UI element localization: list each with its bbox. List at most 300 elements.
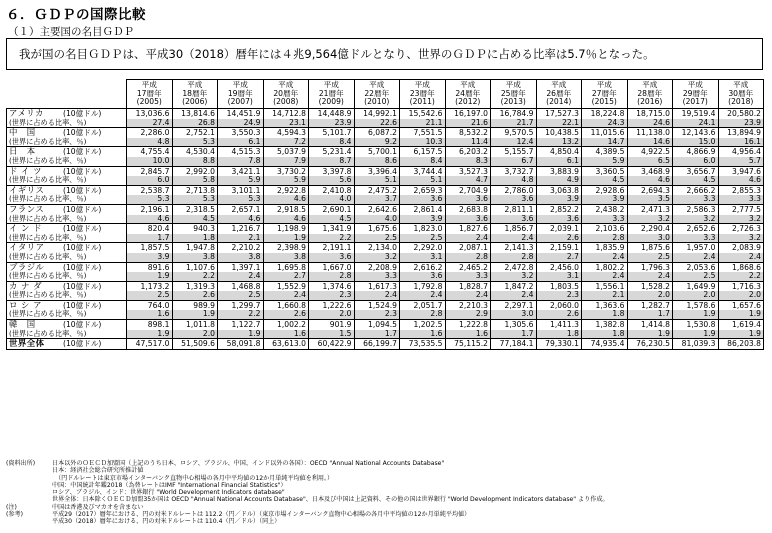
country-name: アメリカ bbox=[9, 108, 44, 118]
gdp-value-cell: 2,642.6 bbox=[354, 204, 400, 214]
year-header-yr: 19暦年 bbox=[227, 88, 253, 98]
country-name: ロ シ ア bbox=[9, 299, 42, 310]
share-value-cell: 3.9 bbox=[400, 215, 446, 224]
gdp-value-cell: 1,556.1 bbox=[582, 281, 628, 291]
year-header-yr: 21暦年 bbox=[318, 88, 344, 98]
share-value-cell: 2.5 bbox=[400, 234, 446, 243]
gdp-value-cell: 1,716.3 bbox=[718, 281, 764, 291]
share-value-cell: 3.3 bbox=[354, 272, 400, 281]
year-header-yr: 24暦年 bbox=[455, 88, 481, 98]
share-value-cell: 3.1 bbox=[536, 272, 582, 281]
note-text: 世界全体：日本除くＯＥＣＤ加盟35か国は OECD "Annual National Accounts Database"、日本及び中国は上記資料、その他の国は世界銀行 "World Development Indicators database" より作成。 bbox=[52, 496, 609, 504]
gdp-value-cell: 3,656.7 bbox=[673, 166, 719, 176]
note-label: (注) bbox=[6, 503, 17, 511]
share-value-cell: 3.6 bbox=[536, 215, 582, 224]
gdp-value-cell: 1,530.8 bbox=[673, 320, 719, 330]
gdp-value-cell: 51,509.6 bbox=[172, 339, 218, 350]
share-value-cell: 1.6 bbox=[445, 330, 491, 339]
year-header-ad: (2011) bbox=[409, 97, 435, 107]
unit-label: (10億ドル) bbox=[63, 147, 102, 157]
gdp-value-cell: 2,141.3 bbox=[491, 243, 537, 253]
share-value-cell: 1.8 bbox=[582, 330, 628, 339]
share-label: (世界に占める比率、％) bbox=[7, 253, 127, 262]
share-value-cell: 2.3 bbox=[536, 291, 582, 300]
year-header-ad: (2010) bbox=[364, 97, 390, 107]
table-row bbox=[7, 291, 764, 300]
gdp-value-cell: 5,101.7 bbox=[309, 128, 355, 138]
note-label: (参考) bbox=[6, 511, 23, 519]
share-value-cell: 1.6 bbox=[400, 330, 446, 339]
gdp-value-cell: 901.9 bbox=[309, 320, 355, 330]
gdp-value-cell: 3,744.4 bbox=[400, 166, 446, 176]
share-value-cell: 4.0 bbox=[354, 215, 400, 224]
gdp-value-cell: 15,542.6 bbox=[400, 109, 446, 119]
gdp-value-cell: 1,868.6 bbox=[718, 262, 764, 272]
gdp-value-cell: 14,448.9 bbox=[309, 109, 355, 119]
gdp-value-cell: 1,552.9 bbox=[263, 281, 309, 291]
share-value-cell: 22.1 bbox=[536, 119, 582, 128]
share-value-cell: 2.4 bbox=[627, 272, 673, 281]
gdp-value-cell: 1,856.7 bbox=[491, 224, 537, 234]
share-value-cell: 24.6 bbox=[627, 119, 673, 128]
gdp-value-cell: 13,894.9 bbox=[718, 128, 764, 138]
share-value-cell: 8.4 bbox=[309, 138, 355, 147]
note-label bbox=[6, 489, 52, 496]
table-row bbox=[7, 272, 764, 281]
gdp-value-cell: 2,196.1 bbox=[127, 204, 173, 214]
gdp-value-cell: 1,397.1 bbox=[218, 262, 264, 272]
gdp-value-cell: 77,184.1 bbox=[491, 339, 537, 350]
share-value-cell: 1.9 bbox=[263, 234, 309, 243]
share-value-cell: 1.9 bbox=[218, 330, 264, 339]
share-value-cell: 8.6 bbox=[354, 157, 400, 166]
share-value-cell: 6.5 bbox=[627, 157, 673, 166]
share-value-cell: 23.9 bbox=[309, 119, 355, 128]
share-value-cell: 23.1 bbox=[263, 119, 309, 128]
gdp-value-cell: 2,918.5 bbox=[263, 204, 309, 214]
year-header-ad: (2008) bbox=[273, 97, 299, 107]
gdp-value-cell: 14,992.1 bbox=[354, 109, 400, 119]
year-header bbox=[354, 80, 400, 109]
share-value-cell: 6.1 bbox=[218, 138, 264, 147]
share-value-cell: 4.5 bbox=[172, 215, 218, 224]
gdp-value-cell: 2,465.2 bbox=[445, 262, 491, 272]
share-value-cell: 2.0 bbox=[309, 310, 355, 319]
note-text: 平成30（2018）暦年における、円の対米ドルレートは 110.4（円／ドル）（同上） bbox=[52, 518, 281, 526]
share-value-cell: 2.4 bbox=[400, 291, 446, 300]
share-label: (世界に占める比率、％) bbox=[7, 195, 127, 204]
gdp-value-cell: 2,586.3 bbox=[673, 204, 719, 214]
gdp-value-cell: 17,527.3 bbox=[536, 109, 582, 119]
share-value-cell: 3.9 bbox=[536, 195, 582, 204]
unit-label: (10億ドル) bbox=[63, 128, 102, 138]
gdp-value-cell: 1,382.8 bbox=[582, 320, 628, 330]
gdp-value-cell: 66,199.7 bbox=[354, 339, 400, 350]
share-value-cell: 3.8 bbox=[263, 253, 309, 262]
gdp-value-cell: 898.1 bbox=[127, 320, 173, 330]
share-value-cell: 21.6 bbox=[445, 119, 491, 128]
gdp-value-cell: 2,777.5 bbox=[718, 204, 764, 214]
share-value-cell: 5.8 bbox=[172, 176, 218, 185]
share-value-cell: 2.5 bbox=[673, 272, 719, 281]
share-value-cell: 2.4 bbox=[718, 253, 764, 262]
share-value-cell: 1.7 bbox=[127, 234, 173, 243]
year-header-yr: 22暦年 bbox=[364, 88, 390, 98]
gdp-value-cell: 1,617.3 bbox=[354, 281, 400, 291]
gdp-value-cell: 1,202.5 bbox=[400, 320, 446, 330]
table-row bbox=[7, 138, 764, 147]
year-header-ad: (2014) bbox=[546, 97, 572, 107]
gdp-value-cell: 6,157.5 bbox=[400, 147, 446, 157]
country-name: 世界全体 bbox=[9, 338, 45, 349]
year-header bbox=[673, 80, 719, 109]
gdp-value-cell: 2,852.2 bbox=[536, 204, 582, 214]
share-label: (世界に占める比率、％) bbox=[7, 272, 127, 281]
note-text: （円ドルレートは東京市場インターバンク直物中心相場の各月中平均値の12か月単純平均値を利用。） bbox=[52, 474, 334, 482]
gdp-value-cell: 14,451.9 bbox=[218, 109, 264, 119]
share-value-cell: 5.1 bbox=[354, 176, 400, 185]
share-value-cell: 2.2 bbox=[172, 272, 218, 281]
gdp-value-cell: 2,060.0 bbox=[536, 300, 582, 310]
share-value-cell: 3.3 bbox=[673, 234, 719, 243]
notes-section bbox=[6, 460, 766, 526]
share-value-cell: 8.8 bbox=[172, 157, 218, 166]
gdp-value-cell: 2,855.3 bbox=[718, 185, 764, 195]
gdp-value-cell: 11,015.6 bbox=[582, 128, 628, 138]
gdp-value-cell: 1,198.9 bbox=[263, 224, 309, 234]
gdp-value-cell: 2,053.6 bbox=[673, 262, 719, 272]
unit-label: (10億ドル) bbox=[63, 166, 102, 176]
gdp-value-cell: 2,861.4 bbox=[400, 204, 446, 214]
share-value-cell: 6.1 bbox=[536, 157, 582, 166]
gdp-value-cell: 6,203.2 bbox=[445, 147, 491, 157]
gdp-value-cell: 8,532.2 bbox=[445, 128, 491, 138]
share-value-cell: 4.5 bbox=[673, 176, 719, 185]
gdp-value-cell: 2,726.3 bbox=[718, 224, 764, 234]
gdp-value-cell: 58,091.8 bbox=[218, 339, 264, 350]
share-value-cell: 1.9 bbox=[718, 330, 764, 339]
country-name: 中 国 bbox=[9, 127, 36, 138]
gdp-value-cell: 6,087.2 bbox=[354, 128, 400, 138]
share-value-cell: 2.6 bbox=[172, 291, 218, 300]
gdp-value-cell: 2,475.2 bbox=[354, 185, 400, 195]
table-row bbox=[7, 339, 764, 350]
share-value-cell: 1.9 bbox=[127, 330, 173, 339]
year-header-ad: (2012) bbox=[455, 97, 481, 107]
share-value-cell: 4.7 bbox=[445, 176, 491, 185]
share-value-cell: 4.6 bbox=[263, 195, 309, 204]
share-value-cell: 1.9 bbox=[127, 272, 173, 281]
country-name: カ ナ ダ bbox=[9, 280, 42, 291]
country-name: ド イ ツ bbox=[9, 165, 42, 176]
year-header bbox=[491, 80, 537, 109]
gdp-value-cell: 1,282.7 bbox=[627, 300, 673, 310]
share-value-cell: 2.4 bbox=[673, 253, 719, 262]
share-value-cell: 24.1 bbox=[673, 119, 719, 128]
gdp-value-cell: 63,613.0 bbox=[263, 339, 309, 350]
share-value-cell: 2.1 bbox=[218, 234, 264, 243]
year-header-ad: (2006) bbox=[182, 97, 208, 107]
gdp-value-cell: 2,659.3 bbox=[400, 185, 446, 195]
gdp-value-cell: 79,330.1 bbox=[536, 339, 582, 350]
gdp-value-cell: 2,811.1 bbox=[491, 204, 537, 214]
year-header-ad: (2009) bbox=[318, 97, 344, 107]
gdp-value-cell: 1,222.6 bbox=[309, 300, 355, 310]
gdp-value-cell: 4,594.3 bbox=[263, 128, 309, 138]
share-value-cell: 5.3 bbox=[218, 195, 264, 204]
share-value-cell: 2.5 bbox=[218, 291, 264, 300]
gdp-value-cell: 2,704.9 bbox=[445, 185, 491, 195]
share-value-cell: 2.4 bbox=[491, 291, 537, 300]
gdp-value-cell: 86,203.8 bbox=[718, 339, 764, 350]
gdp-value-cell: 2,103.6 bbox=[582, 224, 628, 234]
share-value-cell: 22.6 bbox=[354, 119, 400, 128]
year-header-yr: 26暦年 bbox=[546, 88, 572, 98]
year-header-yr: 28暦年 bbox=[637, 88, 663, 98]
note-text: 中国は香港及びマカオを含まない bbox=[52, 503, 144, 511]
gdp-value-cell: 2,992.0 bbox=[172, 166, 218, 176]
gdp-value-cell: 2,290.4 bbox=[627, 224, 673, 234]
share-value-cell: 3.0 bbox=[491, 310, 537, 319]
gdp-value-cell: 1,122.7 bbox=[218, 320, 264, 330]
note-text: 日本以外のＯＥＣＤ加盟国（上記のうち日本、ロシア、ブラジル、中国、インド以外の各国）：OECD "Annual National Accounts Database" bbox=[52, 460, 445, 467]
unit-label: (10億ドル) bbox=[63, 204, 102, 214]
gdp-value-cell: 1,411.3 bbox=[536, 320, 582, 330]
gdp-value-cell: 3,730.2 bbox=[263, 166, 309, 176]
share-value-cell: 2.4 bbox=[263, 291, 309, 300]
gdp-value-cell: 3,947.6 bbox=[718, 166, 764, 176]
year-header-yr: 17暦年 bbox=[136, 88, 162, 98]
gdp-value-cell: 3,063.8 bbox=[536, 185, 582, 195]
share-value-cell: 2.6 bbox=[536, 234, 582, 243]
gdp-value-cell: 2,159.1 bbox=[536, 243, 582, 253]
share-value-cell: 2.8 bbox=[445, 253, 491, 262]
note-label bbox=[6, 475, 52, 482]
share-value-cell: 2.8 bbox=[491, 253, 537, 262]
gdp-value-cell: 1,094.5 bbox=[354, 320, 400, 330]
share-value-cell: 2.5 bbox=[627, 253, 673, 262]
gdp-value-cell: 3,396.4 bbox=[354, 166, 400, 176]
share-value-cell: 1.9 bbox=[673, 330, 719, 339]
table-row bbox=[7, 215, 764, 224]
gdp-value-cell: 1,107.6 bbox=[172, 262, 218, 272]
share-value-cell: 2.0 bbox=[718, 291, 764, 300]
year-header bbox=[309, 80, 355, 109]
note-label bbox=[6, 496, 52, 503]
share-value-cell: 7.9 bbox=[263, 157, 309, 166]
share-value-cell: 2.4 bbox=[582, 272, 628, 281]
gdp-value-cell: 1,957.0 bbox=[673, 243, 719, 253]
share-value-cell: 3.9 bbox=[127, 253, 173, 262]
gdp-value-cell: 19,519.4 bbox=[673, 109, 719, 119]
gdp-value-cell: 2,210.3 bbox=[445, 300, 491, 310]
year-header-ad: (2007) bbox=[227, 97, 253, 107]
gdp-value-cell: 1,528.2 bbox=[627, 281, 673, 291]
share-label: (世界に占める比率、％) bbox=[7, 215, 127, 224]
share-value-cell: 2.7 bbox=[263, 272, 309, 281]
share-value-cell: 21.1 bbox=[400, 119, 446, 128]
gdp-value-cell: 2,087.1 bbox=[445, 243, 491, 253]
gdp-value-cell: 2,134.0 bbox=[354, 243, 400, 253]
gdp-value-cell: 4,530.4 bbox=[172, 147, 218, 157]
share-value-cell: 1.8 bbox=[536, 330, 582, 339]
gdp-value-cell: 1,341.9 bbox=[309, 224, 355, 234]
gdp-value-cell: 14,712.8 bbox=[263, 109, 309, 119]
share-value-cell: 5.6 bbox=[309, 176, 355, 185]
share-label: (世界に占める比率、％) bbox=[7, 119, 127, 128]
gdp-value-cell: 989.9 bbox=[172, 300, 218, 310]
gdp-value-cell: 1,649.9 bbox=[673, 281, 719, 291]
share-value-cell: 1.9 bbox=[172, 310, 218, 319]
share-value-cell: 1.9 bbox=[673, 310, 719, 319]
share-value-cell: 2.7 bbox=[536, 253, 582, 262]
share-value-cell: 1.8 bbox=[172, 234, 218, 243]
gdp-value-cell: 1,823.0 bbox=[400, 224, 446, 234]
country-name: フランス bbox=[9, 203, 45, 214]
gdp-value-cell: 2,292.0 bbox=[400, 243, 446, 253]
share-value-cell: 3.3 bbox=[718, 195, 764, 204]
share-value-cell: 3.8 bbox=[172, 253, 218, 262]
gdp-value-cell: 1,319.3 bbox=[172, 281, 218, 291]
share-value-cell: 2.8 bbox=[582, 234, 628, 243]
share-value-cell: 4.5 bbox=[582, 176, 628, 185]
year-header-era: 平成 bbox=[596, 80, 612, 90]
gdp-value-cell: 7,551.5 bbox=[400, 128, 446, 138]
gdp-value-cell: 2,845.7 bbox=[127, 166, 173, 176]
gdp-value-cell: 2,039.1 bbox=[536, 224, 582, 234]
share-value-cell: 2.5 bbox=[354, 234, 400, 243]
share-value-cell: 2.0 bbox=[172, 330, 218, 339]
table-row bbox=[7, 253, 764, 262]
share-value-cell: 13.2 bbox=[536, 138, 582, 147]
share-value-cell: 3.0 bbox=[627, 234, 673, 243]
gdp-value-cell: 3,883.9 bbox=[536, 166, 582, 176]
gdp-value-cell: 2,051.7 bbox=[400, 300, 446, 310]
share-value-cell: 2.9 bbox=[445, 310, 491, 319]
share-value-cell: 14.6 bbox=[627, 138, 673, 147]
share-value-cell: 1.8 bbox=[582, 310, 628, 319]
gdp-value-cell: 3,101.1 bbox=[218, 185, 264, 195]
gdp-value-cell: 10,438.5 bbox=[536, 128, 582, 138]
gdp-value-cell: 4,922.5 bbox=[627, 147, 673, 157]
table-row bbox=[7, 234, 764, 243]
share-value-cell: 3.8 bbox=[218, 253, 264, 262]
gdp-value-cell: 2,472.8 bbox=[491, 262, 537, 272]
gdp-value-cell: 2,694.3 bbox=[627, 185, 673, 195]
share-value-cell: 1.9 bbox=[718, 310, 764, 319]
share-value-cell: 3.5 bbox=[627, 195, 673, 204]
share-value-cell: 8.4 bbox=[400, 157, 446, 166]
table-body bbox=[7, 109, 764, 350]
country-name: 韓 国 bbox=[9, 319, 36, 330]
share-label: (世界に占める比率、％) bbox=[7, 176, 127, 185]
gdp-value-cell: 940.3 bbox=[172, 224, 218, 234]
gdp-value-cell: 1,524.9 bbox=[354, 300, 400, 310]
table-row bbox=[7, 176, 764, 185]
share-value-cell: 4.9 bbox=[536, 176, 582, 185]
note-line bbox=[6, 467, 766, 474]
gdp-value-cell: 3,468.9 bbox=[627, 166, 673, 176]
share-value-cell: 16.1 bbox=[718, 138, 764, 147]
unit-label: (10億ドル) bbox=[63, 185, 102, 195]
share-value-cell: 1.9 bbox=[627, 330, 673, 339]
share-value-cell: 2.0 bbox=[627, 291, 673, 300]
gdp-value-cell: 1,578.6 bbox=[673, 300, 719, 310]
gdp-value-cell: 1,667.0 bbox=[309, 262, 355, 272]
share-value-cell: 4.8 bbox=[491, 176, 537, 185]
gdp-value-cell: 2,208.9 bbox=[354, 262, 400, 272]
year-header bbox=[263, 80, 309, 109]
gdp-value-cell: 2,713.8 bbox=[172, 185, 218, 195]
gdp-value-cell: 73,535.5 bbox=[400, 339, 446, 350]
gdp-value-cell: 2,652.6 bbox=[673, 224, 719, 234]
year-header-era: 平成 bbox=[505, 80, 521, 90]
share-value-cell: 1.7 bbox=[491, 330, 537, 339]
year-header-era: 平成 bbox=[141, 80, 157, 90]
share-value-cell: 5.7 bbox=[718, 157, 764, 166]
gdp-value-cell: 2,191.1 bbox=[309, 243, 355, 253]
gdp-value-cell: 60,422.9 bbox=[309, 339, 355, 350]
gdp-value-cell: 4,755.4 bbox=[127, 147, 173, 157]
year-header-ad: (2005) bbox=[136, 97, 162, 107]
gdp-value-cell: 1,002.2 bbox=[263, 320, 309, 330]
share-value-cell: 1.6 bbox=[127, 310, 173, 319]
share-value-cell: 3.1 bbox=[400, 253, 446, 262]
country-name: イギリス bbox=[9, 184, 45, 195]
table-row bbox=[7, 330, 764, 339]
year-header-ad: (2016) bbox=[637, 97, 663, 107]
year-header-ad: (2015) bbox=[591, 97, 617, 107]
year-header-era: 平成 bbox=[232, 80, 248, 90]
share-value-cell: 2.4 bbox=[582, 253, 628, 262]
gdp-value-cell: 18,715.0 bbox=[627, 109, 673, 119]
share-value-cell: 3.6 bbox=[309, 253, 355, 262]
share-value-cell: 3.6 bbox=[491, 195, 537, 204]
share-value-cell: 12.4 bbox=[491, 138, 537, 147]
unit-label: (10億ドル) bbox=[63, 339, 102, 349]
year-header-yr: 18暦年 bbox=[182, 88, 208, 98]
country-name: 日 本 bbox=[9, 146, 36, 157]
gdp-value-cell: 3,360.5 bbox=[582, 166, 628, 176]
gdp-value-cell: 4,850.4 bbox=[536, 147, 582, 157]
share-value-cell: 2.4 bbox=[445, 291, 491, 300]
share-value-cell: 5.9 bbox=[263, 176, 309, 185]
gdp-value-cell: 2,410.8 bbox=[309, 185, 355, 195]
share-value-cell: 10.3 bbox=[400, 138, 446, 147]
share-value-cell: 2.3 bbox=[354, 310, 400, 319]
gdp-value-cell: 820.4 bbox=[127, 224, 173, 234]
share-value-cell: 4.5 bbox=[309, 215, 355, 224]
gdp-value-cell: 1,363.6 bbox=[582, 300, 628, 310]
gdp-value-cell: 3,527.3 bbox=[445, 166, 491, 176]
note-line bbox=[6, 518, 766, 525]
year-header-ad: (2018) bbox=[728, 97, 754, 107]
year-header-yr: 29暦年 bbox=[682, 88, 708, 98]
share-value-cell: 4.0 bbox=[309, 195, 355, 204]
gdp-value-cell: 1,299.7 bbox=[218, 300, 264, 310]
year-header-era: 平成 bbox=[642, 80, 658, 90]
gdp-value-cell: 4,956.4 bbox=[718, 147, 764, 157]
share-value-cell: 3.2 bbox=[491, 272, 537, 281]
share-value-cell: 1.7 bbox=[354, 330, 400, 339]
gdp-value-cell: 1,305.6 bbox=[491, 320, 537, 330]
share-value-cell: 2.6 bbox=[263, 310, 309, 319]
gdp-value-cell: 1,796.3 bbox=[627, 262, 673, 272]
share-label: (世界に占める比率、％) bbox=[7, 138, 127, 147]
gdp-value-cell: 5,700.1 bbox=[354, 147, 400, 157]
table-row bbox=[7, 310, 764, 319]
gdp-value-cell: 16,197.0 bbox=[445, 109, 491, 119]
